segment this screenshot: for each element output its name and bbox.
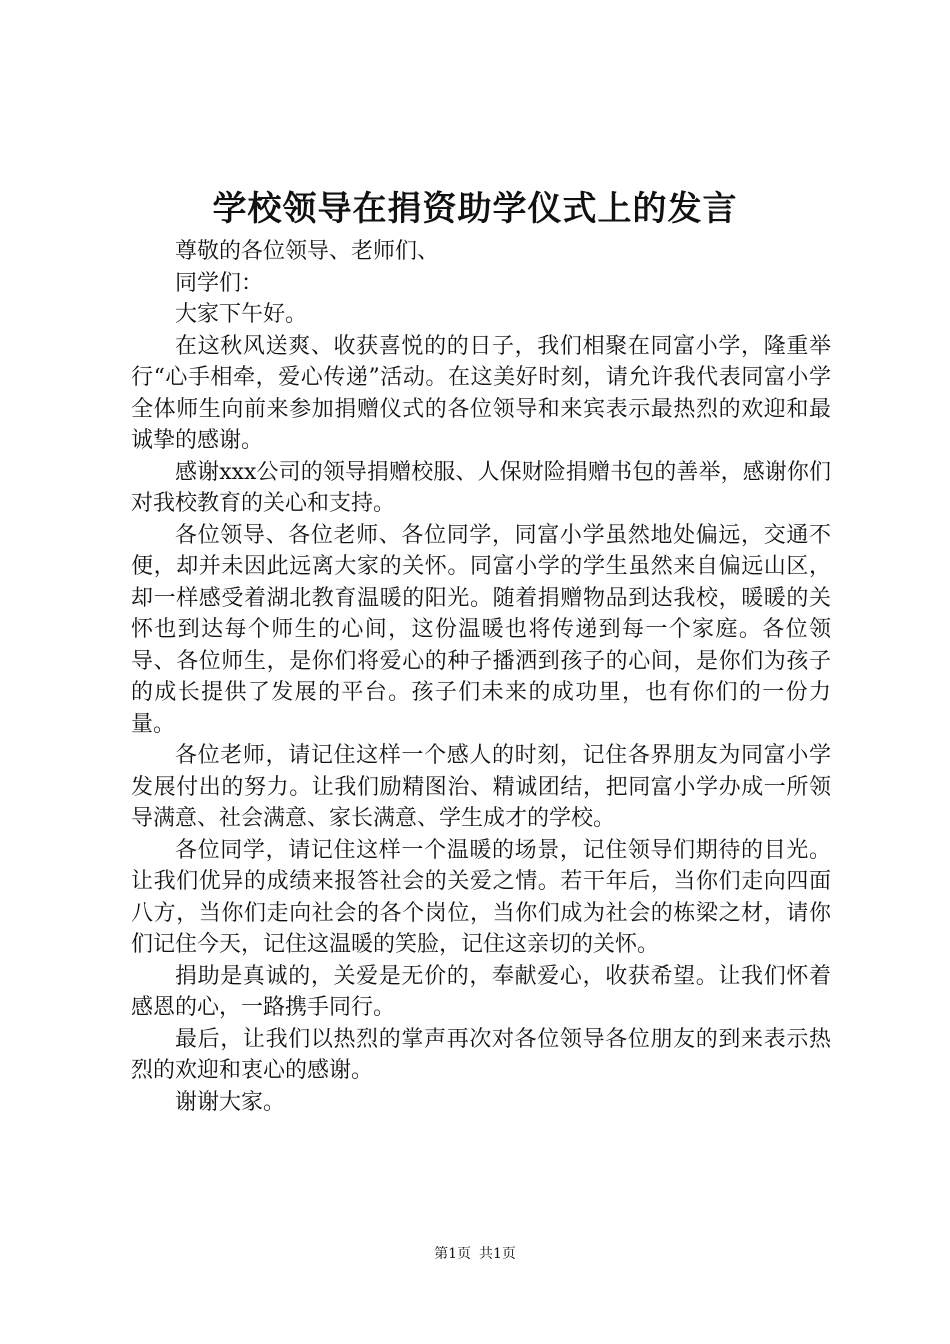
greeting-paragraph: 大家下午好。: [175, 302, 308, 327]
closing-paragraph: 谢谢大家。: [175, 1089, 286, 1115]
body-paragraph: 最后，让我们以热烈的掌声再次对各位领导各位朋友的到来表示热烈的欢迎和衷心的感谢。: [131, 1026, 831, 1083]
body-paragraph: 在这秋风送爽、收获喜悦的的日子，我们相聚在同富小学，隆重举行“心手相牵，爱心传递”活动。在这美好时刻，请允许我代表同富小学全体师生向前来参加捐赠仪式的各位领导和来宾表示最热烈的欢迎和最诚挚的感谢。: [131, 333, 831, 453]
document-body: [131, 236, 831, 1118]
page-number: 第1页: [434, 1246, 471, 1262]
body-paragraph: 各位老师，请记住这样一个感人的时刻，记住各界朋友为同富小学发展付出的努力。让我们励精图治、精诚团结，把同富小学办成一所领导满意、社会满意、家长满意、学生成才的学校。: [131, 743, 831, 831]
body-paragraph: 各位领导、各位老师、各位同学，同富小学虽然地处偏远，交通不便，却并未因此远离大家的关怀。同富小学的学生虽然来自偏远山区，却一样感受着湖北教育温暖的阳光。随着捐赠物品到达我校，暖暖的关怀也到达每个师生的心间，这份温暖也将传递到每一个家庭。各位领导、各位师生，是你们将爱心的种子播洒到孩子的心间，是你们为孩子的成长提供了发展的平台。孩子们未来的成功里，也有你们的一份力量。: [131, 522, 831, 737]
body-paragraph: 感谢xxx公司的领导捐赠校服、人保财险捐赠书包的善举，感谢你们对我校教育的关心和支持。: [131, 459, 831, 516]
body-paragraph: 捐助是真诚的，关爱是无价的，奉献爱心，收获希望。让我们怀着感恩的心，一路携手同行。: [131, 963, 831, 1020]
salutation-line-2: 同学们：: [175, 270, 264, 296]
page-footer: [0, 1244, 950, 1264]
document-title: 学校领导在捐资助学仪式上的发言: [212, 189, 738, 229]
page-total: 共1页: [479, 1246, 516, 1262]
body-paragraph: 各位同学，请记住这样一个温暖的场景，记住领导们期待的目光。让我们优异的成绩来报答社会的关爱之情。若干年后，当你们走向四面八方，当你们走向社会的各个岗位，当你们成为社会的栋梁之材，请你们记住今天，记住这温暖的笑脸，记住这亲切的关怀。: [131, 837, 831, 957]
salutation-line-1: 尊敬的各位领导、老师们、: [175, 239, 440, 264]
